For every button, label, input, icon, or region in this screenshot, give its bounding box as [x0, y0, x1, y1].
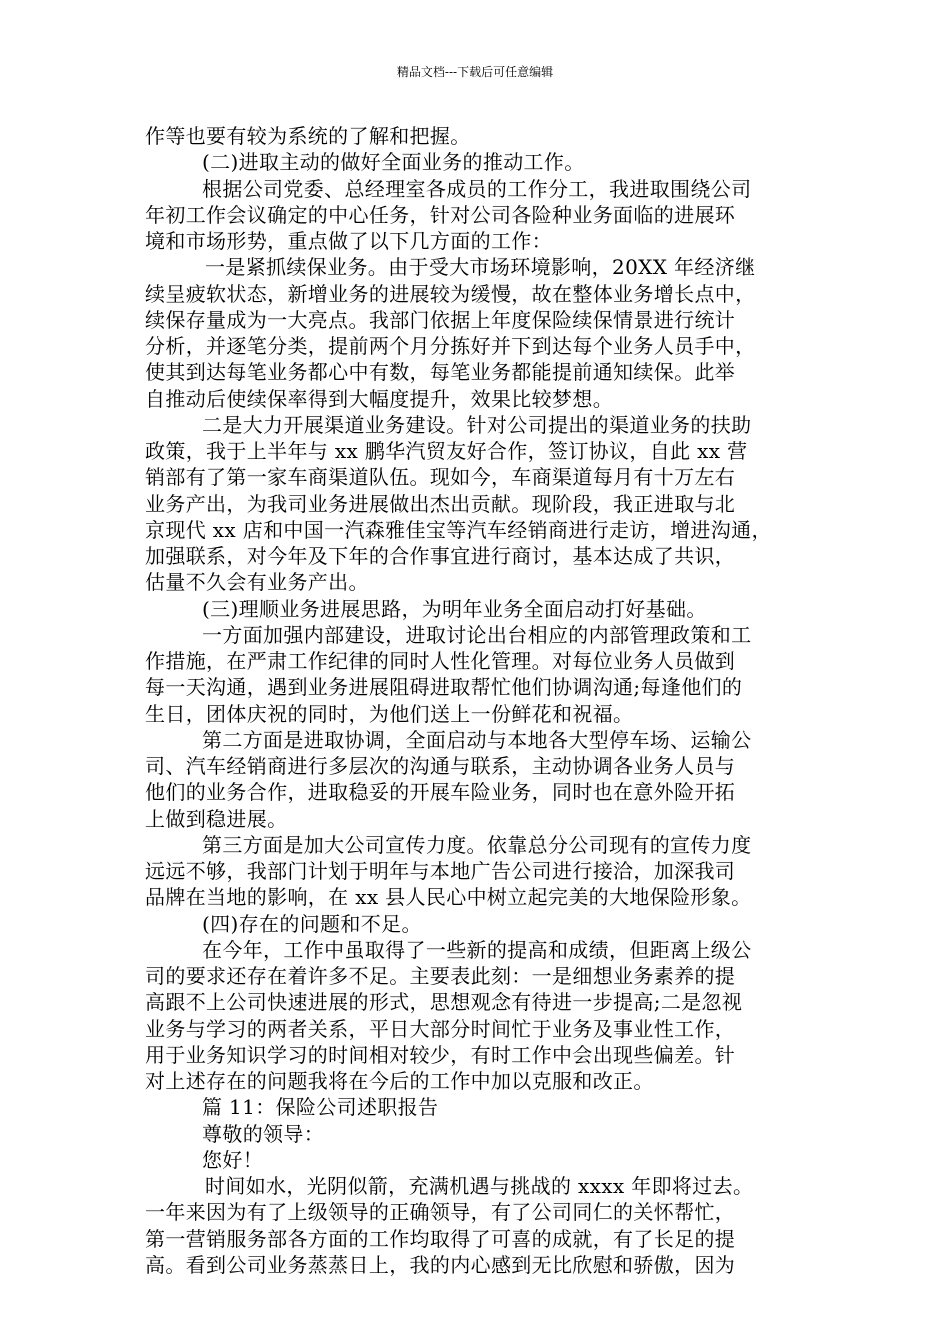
- text-line: 一方面加强内部建设，进取讨论出台相应的内部管理政策和工: [202, 622, 752, 647]
- text-line: 业务产出，为我司业务进展做出杰出贡献。现阶段，我正进取与北: [145, 491, 736, 516]
- text-line: 续呈疲软状态，新增业务的进展较为缓慢，故在整体业务增长点中，: [145, 281, 756, 306]
- text-line: 一是紧抓续保业务。由于受大市场环境影响，20XX 年经济继: [205, 255, 756, 280]
- page-header: 精品文档---下载后可任意编辑: [396, 65, 554, 79]
- text-line: 估量不久会有业务产出。: [145, 570, 369, 595]
- section-heading: (三)理顺业务进展思路，为明年业务全面启动打好基础。: [202, 596, 707, 621]
- text-line: 司、汽车经销商进行多层次的沟通与联系，主动协调各业务人员与: [145, 754, 736, 778]
- text-line: 境和市场形势，重点做了以下几方面的工作：: [145, 229, 552, 253]
- text-line: 生日，团体庆祝的同时，为他们送上一份鲜花和祝福。: [145, 701, 634, 726]
- section-heading: (四)存在的问题和不足。: [202, 911, 422, 936]
- section-heading: (二)进取主动的做好全面业务的推动工作。: [202, 150, 585, 175]
- text-line: 用于业务知识学习的时间相对较少，有时工作中会出现些偏差。针: [145, 1042, 736, 1067]
- text-line: 对上述存在的问题我将在今后的工作中加以克服和改正。: [145, 1069, 654, 1093]
- text-line: 使其到达每笔业务都心中有数，每笔业务都能提前通知续保。此举: [145, 360, 736, 385]
- greeting: 您好！: [202, 1147, 264, 1172]
- text-line: 作等也要有较为系统的了解和把握。: [145, 124, 471, 148]
- text-line: 每一天沟通，遇到业务进展阻碍进取帮忙他们协调沟通;每逢他们的: [145, 675, 743, 700]
- text-line: 京现代 xx 店和中国一汽森雅佳宝等汽车经销商进行走访，增进沟通，: [145, 517, 772, 542]
- text-line: 销部有了第一家车商渠道队伍。现如今，车商渠道每月有十万左右: [145, 465, 736, 490]
- text-line: 第一营销服务部各方面的工作均取得了可喜的成就，有了长足的提: [145, 1226, 736, 1251]
- text-line: 续保存量成为一大亮点。我部门依据上年度保险续保情景进行统计: [145, 307, 736, 332]
- text-line: 一年来因为有了上级领导的正确领导，有了公司同仁的关怀帮忙，: [145, 1200, 736, 1225]
- chapter-title: 篇 11：保险公司述职报告: [202, 1095, 439, 1120]
- text-line: 第三方面是加大公司宣传力度。依靠总分公司现有的宣传力度: [202, 832, 752, 857]
- text-line: 自推动后使续保率得到大幅度提升，效果比较梦想。: [145, 386, 614, 411]
- text-line: 司的要求还存在着许多不足。主要表此刻：一是细想业务素养的提: [145, 964, 736, 988]
- text-line: 业务与学习的两者关系，平日大部分时间忙于业务及事业性工作，: [145, 1016, 736, 1041]
- text-line: 根据公司党委、总经理室各成员的工作分工，我进取围绕公司: [202, 176, 752, 201]
- text-line: 远远不够，我部门计划于明年与本地广告公司进行接洽，加深我司: [145, 859, 736, 883]
- text-line: 年初工作会议确定的中心任务，针对公司各险种业务面临的进展环: [145, 202, 736, 227]
- text-line: 在今年，工作中虽取得了一些新的提高和成绩，但距离上级公: [202, 937, 752, 962]
- text-line: 第二方面是进取协调，全面启动与本地各大型停车场、运输公: [202, 727, 752, 752]
- salutation: 尊敬的领导：: [202, 1121, 325, 1146]
- text-line: 高。看到公司业务蒸蒸日上，我的内心感到无比欣慰和骄傲，因为: [145, 1252, 736, 1277]
- text-line: 二是大力开展渠道业务建设。针对公司提出的渠道业务的扶助: [202, 412, 752, 437]
- text-line: 高跟不上公司快速进展的形式，思想观念有待进一步提高;二是忽视: [145, 990, 743, 1015]
- text-line: 分析，并逐笔分类，提前两个月分拣好并下到达每个业务人员手中，: [145, 334, 756, 358]
- text-line: 作措施，在严肃工作纪律的同时人性化管理。对每位业务人员做到: [145, 649, 736, 673]
- text-line: 加强联系，对今年及下年的合作事宜进行商讨，基本达成了共识，: [145, 544, 736, 568]
- text-line: 政策，我于上半年与 xx 鹏华汽贸友好合作，签订协议，自此 xx 营: [145, 439, 748, 463]
- text-line: 上做到稳进展。: [145, 806, 288, 831]
- text-line: 时间如水，光阴似箭，充满机遇与挑战的 xxxx 年即将过去。: [205, 1174, 754, 1198]
- text-line: 他们的业务合作，进取稳妥的开展车险业务，同时也在意外险开拓: [145, 780, 736, 805]
- document-body: [145, 123, 810, 1278]
- text-line: 品牌在当地的影响，在 xx 县人民心中树立起完美的大地保险形象。: [145, 885, 752, 910]
